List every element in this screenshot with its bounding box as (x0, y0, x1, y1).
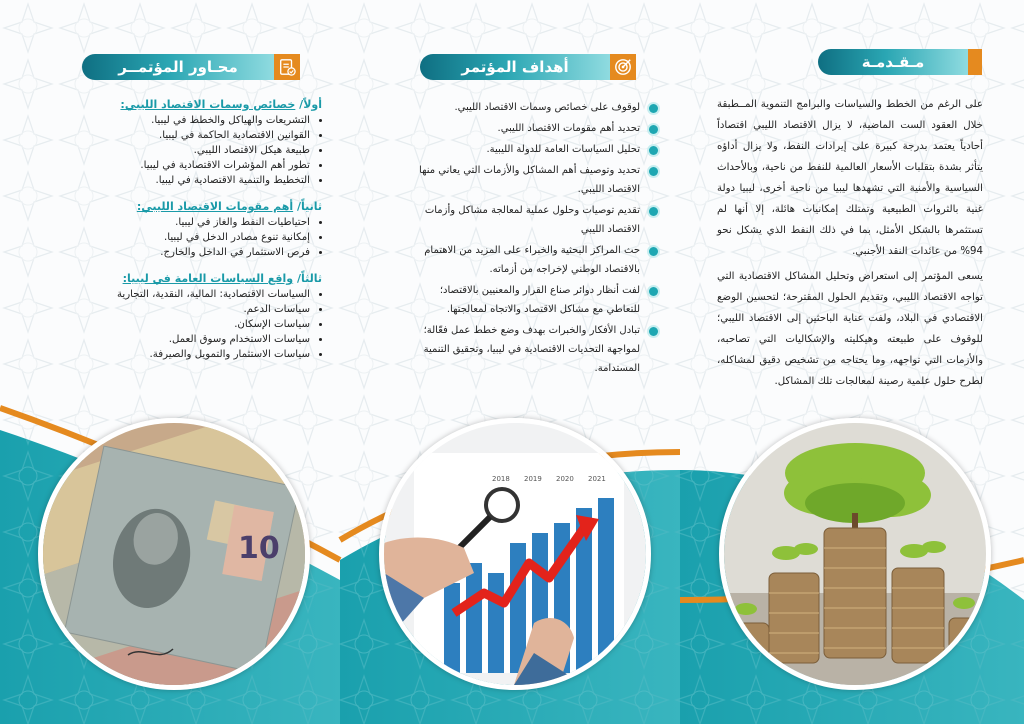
goals-title: أهداف المؤتمر (461, 58, 569, 76)
axes-section-heading: أولاً/ خصائص وسمات الاقتصاد الليبي: (120, 98, 322, 111)
banknote-value: 10 (238, 531, 280, 566)
year-label: 2019 (524, 475, 542, 483)
axes-section-heading: ثانياً/ أهم مقومات الاقتصاد الليبي: (136, 200, 322, 213)
coins-plants-photo (719, 418, 991, 690)
banknotes-photo (38, 418, 310, 690)
axes-section-heading: ثالثاً/ واقع السياسات العامة في ليبيا: (122, 272, 322, 285)
axes-item: • التخطيط والتنمية الاقتصادية في ليبيا. (92, 173, 310, 188)
bullet-icon (649, 207, 658, 216)
intro-paragraph-1: على الرغم من الخطط والسياسات والبرامج التنموية المــطبقة خلال العقود الست الماضية، لا يزال الاقتصاد الليبي اقتصاداً أحادياً يعتمد بدرجة كبيرة على إيرادات النفط، ولا يزال أداؤه يتأثر بشدة بتقلبات الأسعار العالمية للنفط من ناحية، وبالأحداث السياسية والأمنية التي تشهدها ليبيا من ناحية أخرى، ليبيا دولة غنية بالثروات الطبيعية وتمتلك إمكانيات هائلة، إلا أنها لم تستثمرها بالشكل الأمثل، بما في ذلك النفط الذي يشكل نحو 94% من عائدات النقد الأجنبي. (717, 99, 983, 257)
goal-item: لفت أنظار دوائر صناع القرار والمعنيين بالاقتصاد؛ للتعاطي مع مشاكل الاقتصاد والاتجاه لمعالجتها. (418, 281, 658, 319)
goal-item: تقديم توصيات وحلول عملية لمعالجة مشاكل وأزمات الاقتصاد الليبي (418, 201, 658, 239)
axes-item: • طبيعة هيكل الاقتصاد الليبي. (92, 143, 310, 158)
axes-item: • السياسات الاقتصادية: المالية، النقدية، التجارية (92, 287, 310, 302)
intro-header (818, 49, 968, 75)
bullet-icon (649, 125, 658, 134)
target-icon (610, 54, 636, 80)
bullet-icon (649, 146, 658, 155)
axes-item: • تطور أهم المؤشرات الاقتصادية في ليبيا. (92, 158, 310, 173)
goal-item: تحليل السياسات العامة للدولة الليبية. (418, 140, 658, 159)
axes-item: • فرص الاستثمار في الداخل والخارج. (92, 245, 310, 260)
bullet-icon (649, 104, 658, 113)
goal-item: لوقوف على خصائص وسمات الاقتصاد الليبي. (418, 98, 658, 117)
axes-item: • سياسات الإسكان. (92, 317, 310, 332)
goal-item: حث المراكز البحثية والخبراء على المزيد من الاهتمام بالاقتصاد الوطني لإخراجه من أزماته. (418, 241, 658, 279)
axes-item: • إمكانية تنوع مصادر الدخل في ليبيا. (92, 230, 310, 245)
intro-paragraph-2: يسعى المؤتمر إلى استعراض وتحليل المشاكل الاقتصادية التي تواجه الاقتصاد الليبي، وتقديم الحلول المقترحة؛ لتحسين الوضع الاقتصادي في البلاد، ولفت عناية الباحثين إلى الاقتصاد الليبي؛ للوقوف على طبيعته وهيكليته والإشكاليات التي تصاحبه، والأزمات التي تواجهه، وما يحتاجه من تشخيص دقيق لمشاكله، لطرح حلول علمية رصينة لمعالجات تلك المشاكل. (717, 271, 983, 387)
axes-item: • احتياطيات النفط والغاز في ليبيا. (92, 215, 310, 230)
bullet-icon (649, 327, 658, 336)
bullet-icon (649, 167, 658, 176)
checklist-icon (274, 54, 300, 80)
goals-header (420, 54, 610, 80)
axes-title: محـاور المؤتمــر (118, 58, 238, 76)
year-label: 2018 (492, 475, 510, 483)
axes-header (82, 54, 274, 80)
axes-item: • سياسات الاستخدام وسوق العمل. (92, 332, 310, 347)
goal-item: تحديد أهم مقومات الاقتصاد الليبي. (418, 119, 658, 138)
year-label: 2020 (556, 475, 574, 483)
intro-section (717, 94, 983, 396)
growth-chart-photo (379, 418, 651, 690)
intro-title: مـقـدمـة (861, 53, 925, 71)
axes-item: • التشريعات والهياكل والخطط في ليبيا. (92, 113, 310, 128)
goal-item: تبادل الأفكار والخبرات بهدف وضع خطط عمل فعّالة؛ لمواجهة التحديات الاقتصادية في ليبيا، وتحقيق التنمية المستدامة. (418, 321, 658, 378)
bullet-icon (649, 287, 658, 296)
axes-item: • القوانين الاقتصادية الحاكمة في ليبيا. (92, 128, 310, 143)
axes-section (92, 98, 322, 374)
year-label: 2021 (588, 475, 606, 483)
axes-item: • سياسات الدعم. (92, 302, 310, 317)
bullet-icon (649, 247, 658, 256)
axes-item: • سياسات الاستثمار والتمويل والصيرفة. (92, 347, 310, 362)
goals-section (418, 98, 658, 380)
goal-item: تحديد وتوصيف أهم المشاكل والأزمات التي يعاني منها الاقتصاد الليبي. (418, 161, 658, 199)
intro-accent (968, 49, 982, 75)
